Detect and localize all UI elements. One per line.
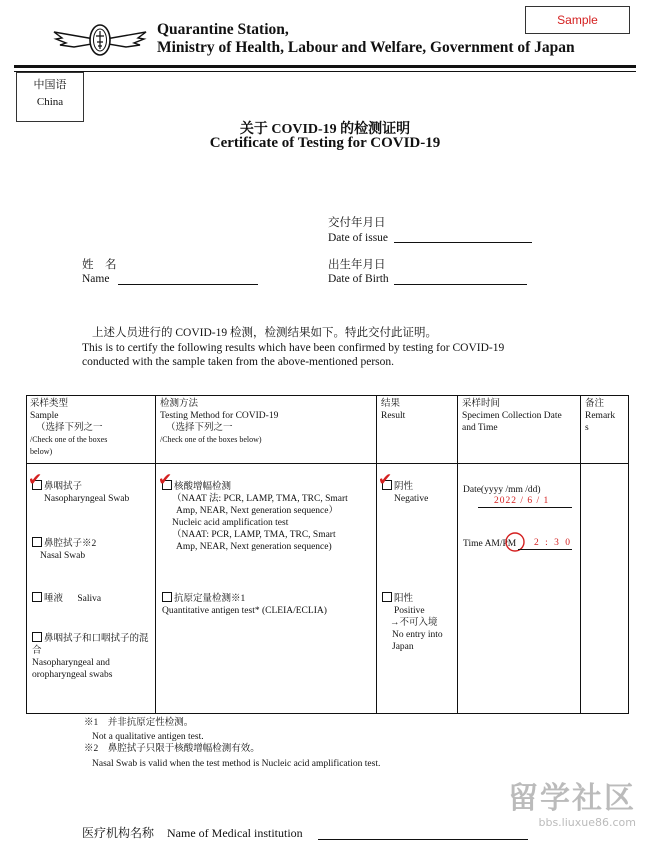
method-option-antigen[interactable] [162,592,374,617]
watermark-brand: 留学社区 [508,781,636,816]
header-sample-en: Sample [30,411,59,421]
header-time-en-1: Specimen Collection Date [462,411,562,421]
dob-label-cn: 出生年月日 [328,259,386,271]
checkbox[interactable] [32,632,42,642]
statement-cn: 上述人员进行的 COVID-19 检测，检测结果如下。特此交付此证明。 [92,327,437,339]
language-box [16,72,84,122]
header-method-en: Testing Method for COVID-19 [160,411,279,421]
sample-option-saliva[interactable] [32,592,101,605]
header-method-select-cn: （选择下列之一 [166,423,233,433]
sample-stamp: Sample [525,6,630,34]
option-cn: 唾液 [44,594,64,604]
option-en-1: Nasopharyngeal and [32,658,110,668]
method-naat-line-3: Nucleic acid amplification test [172,518,289,528]
sample-option-nasal[interactable] [32,537,96,562]
method-antigen-cn: 抗原定量检测※1 [174,594,246,604]
header-rule-thin [14,71,636,72]
header-line-2: Ministry of Health, Labour and Welfare, Government of Japan [157,39,575,56]
checkmark-icon: ✔ [158,470,173,490]
collection-date-line [478,507,572,508]
header-line-1: Quarantine Station, [157,21,289,38]
table-divider [155,395,156,714]
result-option-positive[interactable] [382,592,454,653]
option-cn: 鼻腔拭子※2 [44,539,97,549]
checkbox[interactable] [32,592,42,602]
collection-date-label: Date(yyyy /mm /dd) [463,485,541,495]
method-naat-cn: 核酸增幅检测 [174,482,232,492]
header-remark-en-1: Remark [585,411,616,421]
collection-time-line [518,549,572,550]
watermark-url: bbs.liuxue86.com [538,816,636,829]
date-issue-line[interactable] [394,242,532,243]
sample-option-mixed[interactable] [32,632,152,681]
header-remarks [585,398,615,434]
quarantine-emblem-logo [52,22,148,58]
method-naat-line-1: （NAAT 法: PCR, LAMP, TMA, TRC, Smart [172,494,348,504]
collection-date-value[interactable]: 2022 / 6 / 1 [494,496,550,506]
table-divider [376,395,377,714]
table-header-divider [26,463,629,464]
header-sample [30,398,152,458]
name-label-cn: 姓 名 [82,259,117,271]
option-en: Nasal Swab [40,551,86,561]
dob-label-en: Date of Birth [328,273,389,285]
table-divider [457,395,458,714]
date-issue-label-en: Date of issue [328,232,389,244]
sample-option-nasopharyngeal[interactable] [32,480,129,505]
header-collection-time [462,398,578,434]
note-2-en: Nasal Swab is valid when the test method is Nucleic acid amplification test. [92,759,381,769]
header-result-cn: 结果 [381,399,401,409]
method-naat-line-2: Amp, NEAR, Next generation sequence） [176,506,338,516]
header-remark-en-2: s [585,423,589,433]
header-rule [14,65,636,68]
option-en: Saliva [77,594,102,604]
result-negative-en: Negative [394,494,429,504]
result-positive-en: Positive [394,606,425,616]
method-antigen-en: Quantitative antigen test* (CLEIA/ECLIA) [162,606,327,616]
header-method-cn: 检测方法 [160,399,199,409]
note-2-cn: ※2 鼻腔拭子只限于核酸增幅检测有效。 [84,744,260,754]
collection-time-value[interactable]: 2 : 3 0 [534,538,573,548]
header-method-select-en: /Check one of the boxes below) [160,435,262,444]
note-1-cn: ※1 并非抗原定性检测。 [84,718,194,728]
title-cn: 关于 COVID-19 的检测证明 [239,122,411,137]
watermark [508,782,636,829]
institution-label-en: Name of Medical institution [167,826,303,840]
option-cn: 鼻咽拭子和口咽拭子的混合 [32,634,149,656]
name-line[interactable] [118,284,258,285]
collection-time-label: Time AM/PM [463,539,517,549]
option-en: Nasopharyngeal Swab [44,494,130,504]
header-sample-select-en: /Check one of the boxes [30,435,108,444]
institution-label-cn: 医疗机构名称 [82,826,155,840]
header-method [160,398,374,446]
header-time-en-2: and Time [462,423,498,433]
method-naat-line-5: Amp, NEAR, Next generation sequence) [176,542,332,552]
checkmark-icon: ✔ [378,470,393,490]
result-positive-line-4: Japan [392,642,414,652]
dob-line[interactable] [394,284,527,285]
result-positive-line-2: →不可入境 [390,618,438,628]
header-time-cn: 采样时间 [462,399,501,409]
title-en: Certificate of Testing for COVID-19 [209,135,441,151]
header-result [381,398,405,422]
header-sample-select-en2: below) [30,447,53,456]
result-positive-cn: 阳性 [394,594,414,604]
checkbox[interactable] [162,592,172,602]
date-issue-label-cn: 交付年月日 [328,217,386,229]
method-option-naat[interactable] [162,480,374,553]
result-positive-line-3: No entry into [392,630,443,640]
language-cn: 中国语 [33,79,67,91]
header-result-en: Result [381,411,406,421]
statement-en-1: This is to certify the following results which have been confirmed by testing for COVID-19 [82,342,505,354]
checkbox[interactable] [382,592,392,602]
name-label-en: Name [82,273,110,285]
option-cn: 鼻咽拭子 [44,482,83,492]
header-sample-cn: 采样类型 [30,399,69,409]
method-naat-line-4: （NAAT: PCR, LAMP, TMA, TRC, Smart [172,530,336,540]
checkmark-icon: ✔ [28,470,43,490]
result-negative-cn: 阴性 [394,482,414,492]
option-en-2: oropharyngeal swabs [32,670,113,680]
institution-line[interactable] [318,839,528,840]
note-1-en: Not a qualitative antigen test. [92,732,204,742]
language-en: China [36,96,64,108]
header-remark-cn: 备注 [585,399,605,409]
institution-label [82,826,303,840]
statement-en-2: conducted with the sample taken from the above-mentioned person. [82,356,394,368]
table-divider [580,395,581,714]
checkbox[interactable] [32,537,42,547]
header-sample-select-cn: （选择下列之一 [36,423,103,433]
